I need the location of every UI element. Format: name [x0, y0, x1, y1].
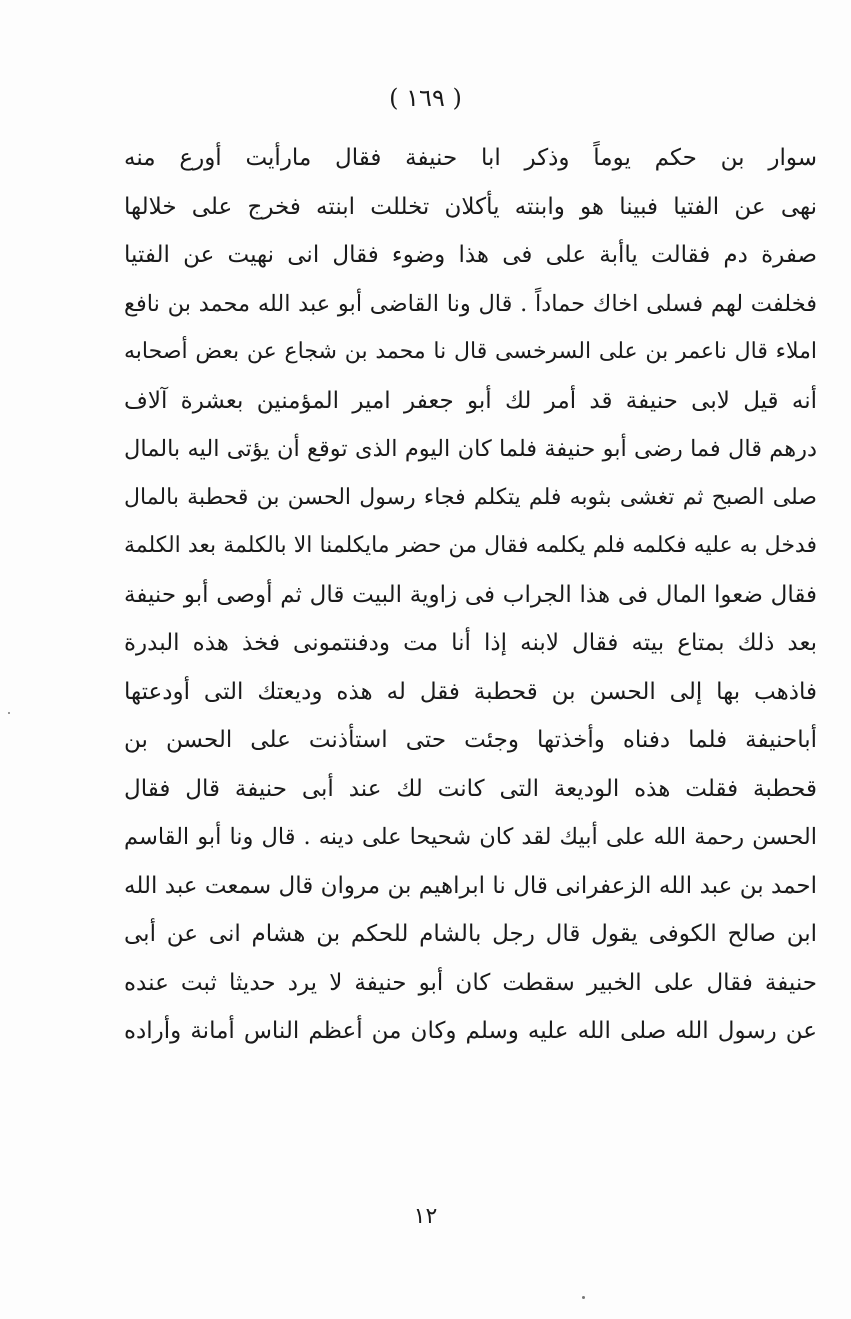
- body-text: [124, 134, 817, 1056]
- text-line: عن رسول الله صلى الله عليه وسلم وكان من أعظم الناس أمانة وأراده: [124, 1018, 817, 1044]
- text-line: فقال ضعوا المال فى هذا الجراب فى زاوية البيت قال ثم أوصى أبو حنيفة: [124, 581, 817, 608]
- text-line: أنه قيل لابى حنيفة قد أمر لك أبو جعفر امير المؤمنين بعشرة آلاف: [124, 387, 817, 414]
- text-line: حنيفة فقال على الخبير سقطت كان أبو حنيفة لا يرد حديثا ثبت عنده: [124, 969, 817, 996]
- text-line: قحطبة فقلت هذه الوديعة التى كانت لك عند أبى حنيفة قال فقال: [124, 775, 817, 802]
- text-line: احمد بن عبد الله الزعفرانى قال نا ابراهيم بن مروان قال سمعت عبد الله: [124, 872, 817, 899]
- signature-mark: ١٢: [413, 1204, 438, 1229]
- text-line: الحسن رحمة الله على أبيك لقد كان شحيحا على دينه . قال ونا أبو القاسم: [124, 824, 817, 850]
- page-number: ( ١٦٩ ): [389, 84, 462, 112]
- text-line: بعد ذلك بمتاع بيته فقال لابنه إذا أنا مت ودفنتمونى فخذ هذه البدرة: [124, 630, 817, 656]
- text-line: أباحنيفة فلما دفناه وأخذتها وجئت حتى استأذنت على الحسن بن: [124, 727, 817, 753]
- text-line: فدخل به عليه فكلمه فلم يكلمه فقال من حضر مايكلمنا الا بالكلمة بعد الكلمة: [124, 533, 817, 558]
- text-line: سوار بن حكم يوماً وذكر ابا حنيفة فقال مارأيت أورع منه: [124, 145, 817, 171]
- text-line: صلى الصبح ثم تغشى بثوبه فلم يتكلم فجاء رسول الحسن بن قحطبة بالمال: [124, 484, 817, 510]
- text-line: املاء قال ناعمر بن على السرخسى قال نا محمد بن شجاع عن بعض أصحابه: [124, 339, 817, 364]
- text-line: فخلفت لهم فسلى اخاك حماداً . قال ونا القاضى أبو عبد الله محمد بن نافع: [124, 290, 817, 317]
- scan-speck: [582, 1296, 585, 1299]
- text-line: صفرة دم فقالت ياأبة على فى هذا وضوء فقال انى نهيت عن الفتيا: [124, 242, 817, 268]
- text-line: فاذهب بها إلى الحسن بن قحطبة فقل له هذه وديعتك التى أودعتها: [124, 678, 817, 705]
- text-line: ابن صالح الكوفى يقول قال رجل بالشام للحكم بن هشام انى عن أبى: [124, 921, 817, 947]
- scan-speck: [8, 712, 10, 714]
- text-line: درهم قال فما رضى أبو حنيفة فلما كان اليوم الذى توقع أن يؤتى اليه بالمال: [124, 436, 817, 462]
- text-line: نهى عن الفتيا فبينا هو وابنته يأكلان تخللت ابنته فخرج على خلالها: [124, 193, 817, 220]
